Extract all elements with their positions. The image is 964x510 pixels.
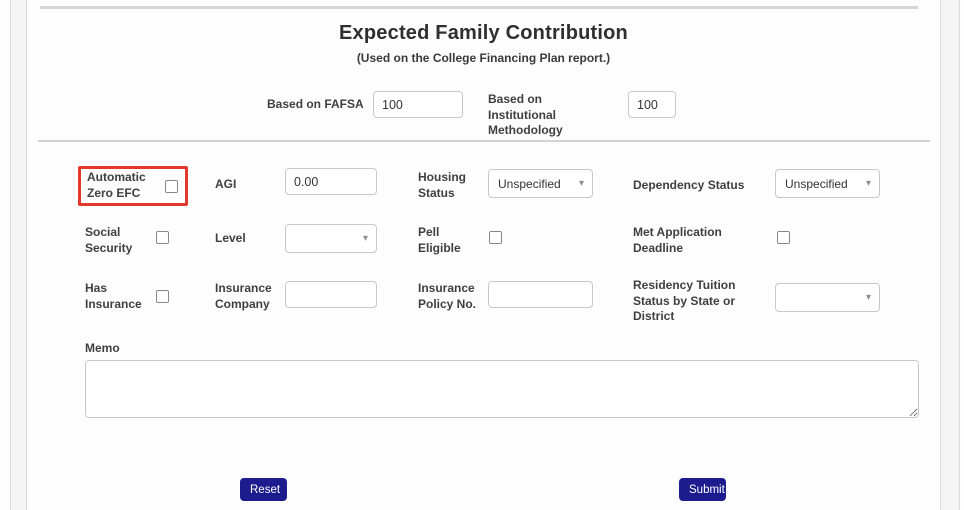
has-insurance-checkbox[interactable] xyxy=(156,290,169,303)
dependency-status-select[interactable] xyxy=(775,169,880,198)
pell-eligible-checkbox[interactable] xyxy=(489,231,502,244)
chevron-down-icon: ▾ xyxy=(865,177,871,189)
level-select[interactable] xyxy=(285,224,377,253)
right-page-gutter xyxy=(940,0,960,510)
automatic-zero-efc-label: Automatic Zero EFC xyxy=(87,170,146,200)
chevron-down-icon: ▾ xyxy=(865,291,871,303)
chevron-down-icon: ▾ xyxy=(362,232,368,244)
memo-label: Memo xyxy=(85,341,120,355)
insurance-company-input[interactable] xyxy=(285,281,377,308)
housing-status-value: Unspecified xyxy=(498,176,561,191)
pell-eligible-label: Pell Eligible xyxy=(418,225,461,255)
agi-input[interactable] xyxy=(285,168,377,195)
page-title: Expected Family Contribution xyxy=(339,22,628,44)
based-on-institutional-input[interactable] xyxy=(628,91,676,118)
has-insurance-label: Has Insurance xyxy=(85,281,142,311)
insurance-policy-no-label: Insurance Policy No. xyxy=(418,281,477,311)
insurance-policy-no-input[interactable] xyxy=(488,281,593,308)
met-application-deadline-label: Met Application Deadline xyxy=(633,225,722,255)
social-security-label: Social Security xyxy=(85,225,133,255)
dependency-status-value: Unspecified xyxy=(785,176,848,191)
memo-textarea[interactable] xyxy=(85,360,919,418)
residency-tuition-status-select[interactable] xyxy=(775,283,880,312)
agi-label: AGI xyxy=(215,177,237,191)
top-divider xyxy=(40,6,918,9)
met-application-deadline-checkbox[interactable] xyxy=(777,231,790,244)
based-on-institutional-label: Based on Institutional Methodology xyxy=(488,92,563,138)
submit-button[interactable]: Submit xyxy=(679,478,726,501)
automatic-zero-efc-highlight xyxy=(78,166,188,206)
social-security-checkbox[interactable] xyxy=(156,231,169,244)
housing-status-label: Housing Status xyxy=(418,170,466,200)
reset-button[interactable]: Reset xyxy=(240,478,287,501)
page-subtitle: (Used on the College Financing Plan report.) xyxy=(356,51,611,65)
level-label: Level xyxy=(215,231,246,245)
based-on-fafsa-input[interactable] xyxy=(373,91,463,118)
dependency-status-label: Dependency Status xyxy=(633,178,745,192)
left-page-gutter xyxy=(10,0,27,510)
section-divider xyxy=(38,140,930,142)
chevron-down-icon: ▾ xyxy=(578,177,584,189)
automatic-zero-efc-checkbox[interactable] xyxy=(165,180,178,193)
based-on-fafsa-label: Based on FAFSA xyxy=(267,97,364,111)
housing-status-select[interactable] xyxy=(488,169,593,198)
residency-tuition-status-label: Residency Tuition Status by State or District xyxy=(633,278,736,324)
insurance-company-label: Insurance Company xyxy=(215,281,272,311)
